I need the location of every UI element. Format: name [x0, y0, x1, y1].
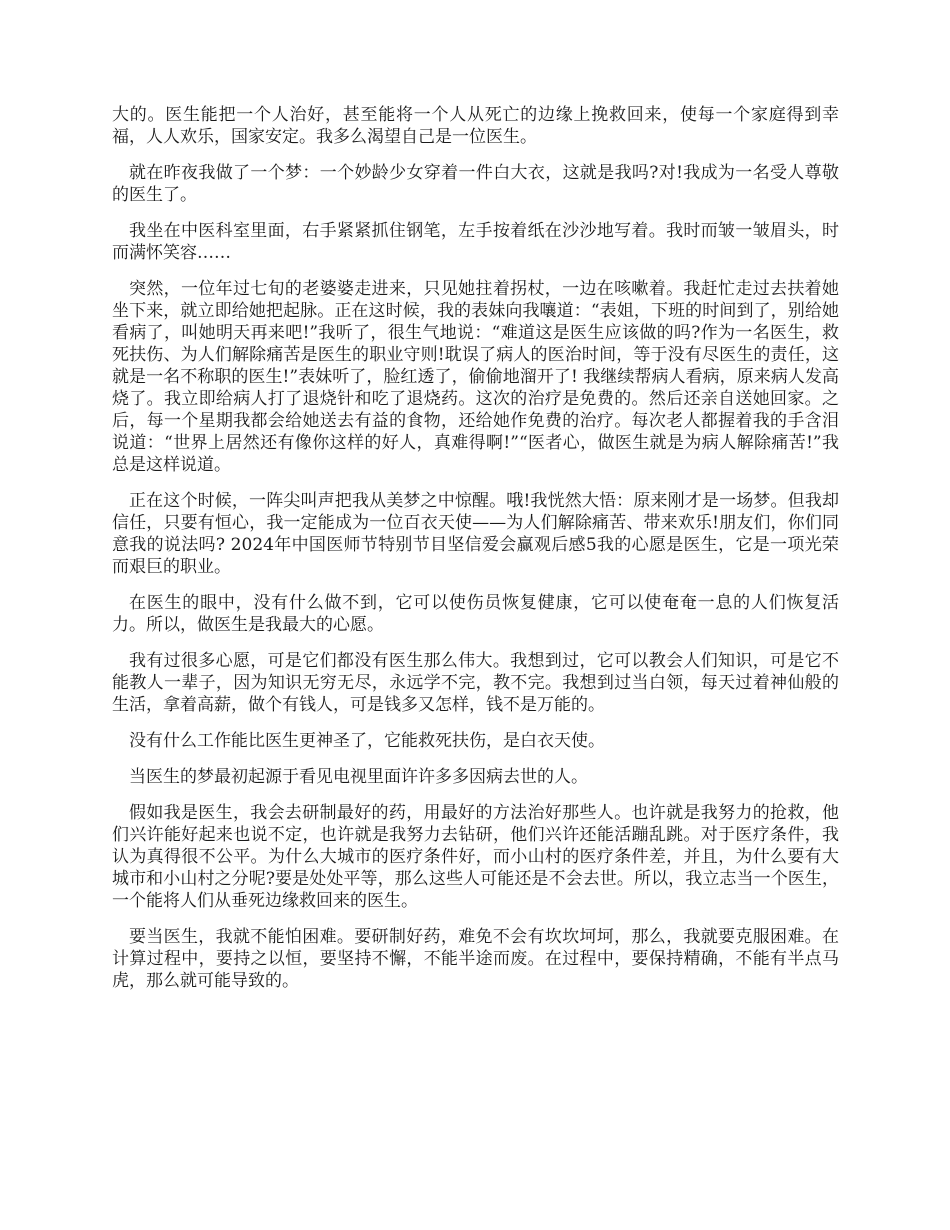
paragraph: 我有过很多心愿，可是它们都没有医生那么伟大。我想到过，它可以教会人们知识，可是它不能教人一辈子，因为知识无穷无尽，永远学不完，教不完。我想到过当白领，每天过着神仙般的生活，拿着高薪，做个有钱人，可是钱多又怎样，钱不是万能的。	[112, 651, 839, 715]
document-body	[112, 104, 839, 1006]
paragraph: 当医生的梦最初起源于看见电视里面许许多多因病去世的人。	[129, 767, 588, 787]
paragraph: 突然，一位年过七旬的老婆婆走进来，只见她拄着拐杖，一边在咳嗽着。我赶忙走过去扶着她坐下来，就立即给她把起脉。正在这时候，我的表妹向我嚷道：“表姐，下班的时间到了，别给她看病了，叫她明天再来吧!”我听了，很生气地说：“难道这是医生应该做的吗?作为一名医生，救死扶伤、为人们解除痛苦是医生的职业守则!耽误了病人的医治时间，等于没有尽医生的责任，这就是一名不称职的医生!”表妹听了，脸红透了，偷偷地溜开了! 我继续帮病人看病，原来病人发高烧了。我立即给病人打了退烧针和吃了退烧药。这次的治疗是免费的。然后还亲自送她回家。之后，每一个星期我都会给她送去有益的食物，还给她作免费的治疗。每次老人都握着我的手含泪说道：“世界上居然还有像你这样的好人，真难得啊!”“医者心，做医生就是为病人解除痛苦!”我总是这样说道。	[112, 279, 839, 475]
paragraph: 我坐在中医科室里面，右手紧紧抓住钢笔，左手按着纸在沙沙地写着。我时而皱一皱眉头，时而满怀笑容……	[112, 221, 839, 263]
paragraph: 要当医生，我就不能怕困难。要研制好药，难免不会有坎坎坷坷，那么，我就要克服困难。在计算过程中，要持之以恒，要坚持不懈，不能半途而废。在过程中，要保持精确，不能有半点马虎，那么就可能导致的。	[112, 927, 839, 991]
paragraph: 就在昨夜我做了一个梦：一个妙龄少女穿着一件白大衣，这就是我吗?对!我成为一名受人尊敬的医生了。	[112, 163, 839, 205]
paragraph: 没有什么工作能比医生更神圣了，它能救死扶伤，是白衣天使。	[129, 731, 605, 751]
paragraph: 正在这个时候，一阵尖叫声把我从美梦之中惊醒。哦!我恍然大悟：原来刚才是一场梦。但我却信任，只要有恒心，我一定能成为一位百衣天使——为人们解除痛苦、带来欢乐!朋友们，你们同意我的说法吗? 2024年中国医师节特别节目坚信爱会赢观后感5我的心愿是医生，它是一项光荣而艰巨的职业。	[112, 491, 839, 577]
paragraph: 在医生的眼中，没有什么做不到，它可以使伤员恢复健康，它可以使奄奄一息的人们恢复活力。所以，做医生是我最大的心愿。	[112, 593, 839, 635]
paragraph: 大的。医生能把一个人治好，甚至能将一个人从死亡的边缘上挽救回来，使每一个家庭得到幸福，人人欢乐，国家安定。我多么渴望自己是一位医生。	[112, 105, 839, 147]
paragraph: 假如我是医生，我会去研制最好的药，用最好的方法治好那些人。也许就是我努力的抢救，他们兴许能好起来也说不定，也许就是我努力去钻研，他们兴许还能活蹦乱跳。对于医疗条件，我认为真得很不公平。为什么大城市的医疗条件好，而小山村的医疗条件差，并且，为什么要有大城市和小山村之分呢?要是处处平等，那么这些人可能还是不会去世。所以，我立志当一个医生，一个能将人们从垂死边缘救回来的医生。	[112, 803, 839, 911]
